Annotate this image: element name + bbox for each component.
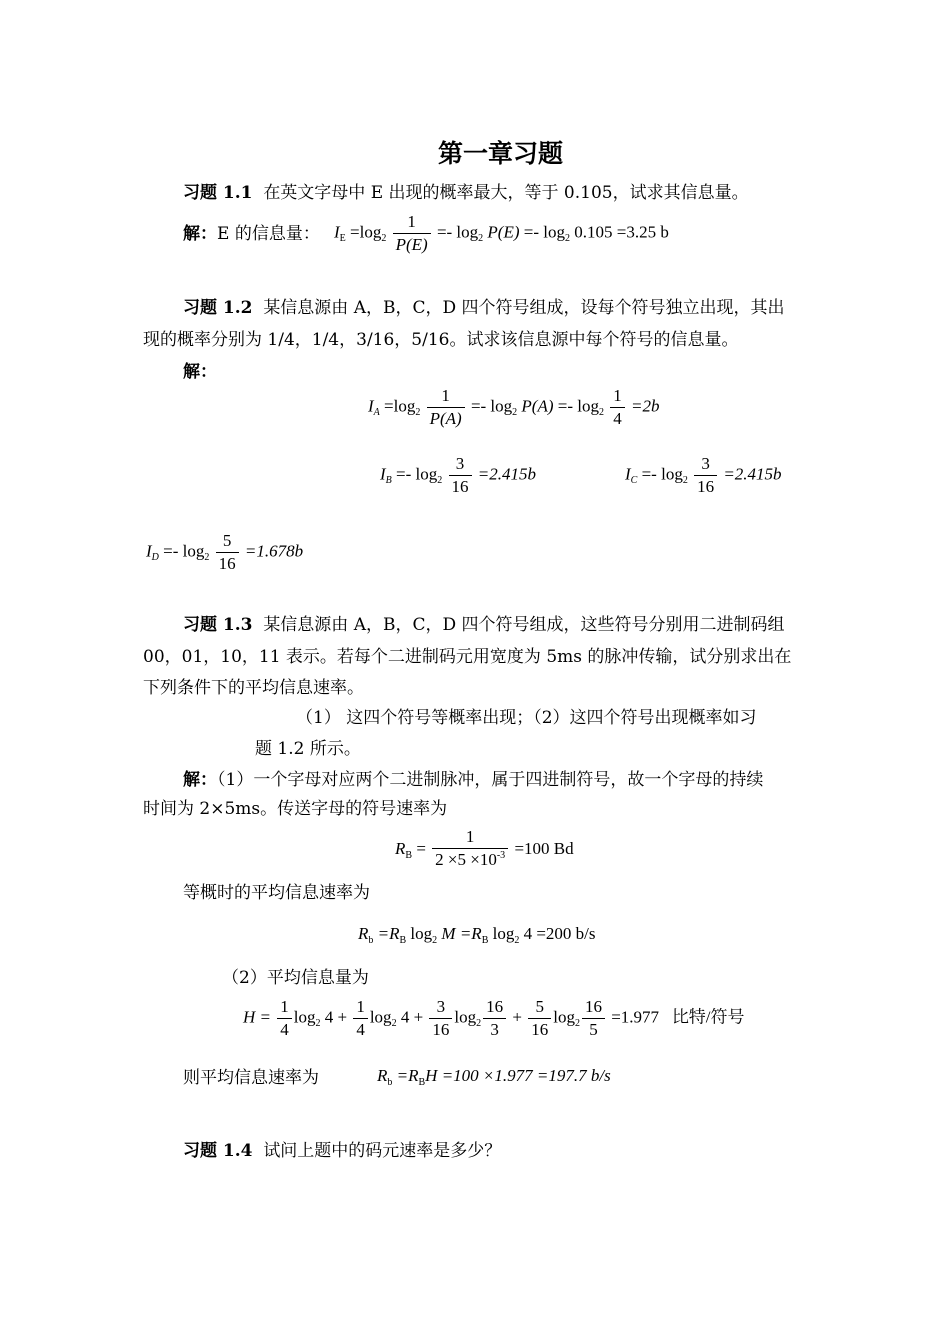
formula-op: log	[553, 1007, 575, 1027]
formula-IC	[625, 453, 782, 498]
formula-sub: 2	[381, 233, 387, 245]
formula-var: I	[625, 464, 631, 484]
formula-unit: 比特/符号	[671, 1007, 745, 1027]
exercise-1-3-line1	[183, 613, 785, 638]
exercise-label: 习题 1.2	[183, 298, 253, 318]
formula-sub: 2	[565, 233, 570, 245]
formula-op: 4 +	[400, 1007, 424, 1027]
solution-1-1	[183, 222, 320, 247]
formula-fraction: $\frac{5}{16}$	[216, 530, 239, 575]
formula-op: M =R	[441, 924, 482, 943]
formula-var: I	[334, 222, 340, 242]
formula-fraction: $\frac{16}{5}$	[582, 996, 605, 1041]
formula-sub: b	[387, 1077, 393, 1088]
formula-fraction: $\frac{1}{4}$	[610, 385, 625, 430]
formula-sub: 2	[432, 935, 438, 946]
exercise-1-2-line2: 现的概率分别为 1/4，1/4，3/16，5/16。试求该信息源中每个符号的信息量。	[143, 330, 739, 350]
formula-fraction: $\frac{16}{3}$	[483, 996, 506, 1041]
formula-op: =- log	[523, 222, 565, 242]
formula-result: =100 Bd	[514, 838, 574, 858]
formula-result: =1.977	[611, 1007, 660, 1027]
exercise-label: 习题 1.1	[183, 183, 253, 203]
formula-final	[377, 1066, 611, 1086]
solution-label: 解：	[183, 362, 217, 382]
formula-var: I	[380, 464, 386, 484]
formula-sub: 2	[476, 1018, 482, 1030]
formula-op: =- log	[557, 396, 599, 416]
formula-sub: 2	[682, 475, 688, 487]
exercise-1-2-line1	[183, 296, 785, 321]
solution-label: 解：	[183, 770, 217, 790]
formula-sub: C	[630, 475, 638, 487]
formula-sub: 2	[574, 1018, 580, 1030]
formula-Rb	[358, 924, 596, 944]
formula-op: =- log	[396, 464, 438, 484]
final-rate-text: 则平均信息速率为	[183, 1068, 319, 1088]
formula-fraction: $\frac{3}{16}$	[449, 453, 472, 498]
formula-result: 4 =200 b/s	[523, 924, 596, 943]
formula-IB	[380, 453, 536, 498]
formula-sub: 2	[315, 1018, 321, 1030]
formula-fraction: $\frac{1}{4}$	[277, 996, 292, 1041]
formula-var: R	[395, 838, 406, 858]
formula-fraction: $\frac{3}{16}$	[429, 996, 452, 1041]
formula-op: =R	[396, 1066, 419, 1085]
formula-sub: A	[373, 407, 380, 419]
formula-sub: B	[481, 935, 489, 946]
formula-sub: 2	[478, 233, 484, 245]
formula-sub: D	[151, 552, 159, 564]
formula-result: 0.105 =3.25 b	[574, 222, 669, 242]
formula-op: =log	[350, 222, 382, 242]
formula-op: =- log	[163, 541, 205, 561]
formula-IA	[368, 385, 659, 430]
formula-fraction: $\frac{1}{2 \times 5 \times 10^{-3}}$	[432, 826, 508, 874]
formula-op: =- log	[436, 222, 479, 242]
formula-sub: B	[385, 475, 392, 487]
formula-op: =	[416, 838, 426, 858]
formula-op: log	[369, 1007, 392, 1027]
formula-sub: 2	[204, 552, 210, 564]
formula-H	[243, 996, 745, 1041]
formula-sub: 2	[512, 407, 518, 419]
formula-var: R	[377, 1066, 388, 1085]
condition-line2: 题 1.2 所示。	[255, 739, 361, 759]
formula-ID	[146, 530, 303, 575]
formula-op: +	[512, 1007, 522, 1027]
formula-sub: B	[418, 1077, 426, 1088]
formula-result: =1.678b	[244, 541, 304, 561]
formula-RB	[395, 826, 574, 874]
formula-fraction: $\frac{1}{P(E)}$	[393, 211, 431, 256]
solution-label: 解：	[183, 224, 217, 244]
avg-rate-text: 等概时的平均信息速率为	[183, 883, 370, 903]
formula-var: P(E)	[487, 222, 520, 242]
exercise-label: 习题 1.4	[183, 1141, 253, 1161]
exercise-label: 习题 1.3	[183, 615, 253, 635]
formula-var: H =	[243, 1007, 271, 1027]
formula-sub: B	[399, 935, 407, 946]
formula-result: =2.415b	[723, 464, 782, 484]
formula-op: log	[492, 924, 515, 943]
formula-op: 4 +	[324, 1007, 348, 1027]
part2-text: （2）平均信息量为	[222, 968, 369, 988]
formula-op: log	[293, 1007, 316, 1027]
page-title: 第一章习题	[438, 139, 564, 168]
formula-fraction: $\frac{5}{16}$	[528, 996, 551, 1041]
formula-var: R	[358, 924, 369, 943]
formula-sub: 2	[391, 1018, 397, 1030]
formula-sub: B	[405, 849, 413, 861]
question-text: 某信息源由 A，B，C，D 四个符号组成，设每个符号独立出现，其出	[263, 298, 785, 318]
formula-var: P(A)	[521, 396, 554, 416]
question-text: 在英文字母中 E 出现的概率最大，等于 0.105，试求其信息量。	[263, 183, 749, 203]
formula-op: =R	[377, 924, 400, 943]
formula-sub: 2	[599, 407, 604, 419]
formula-sub: E	[339, 233, 346, 245]
formula-op: =log	[384, 396, 416, 416]
solution-1-3-line2: 时间为 2×5ms。传送字母的符号速率为	[143, 799, 448, 819]
formula-result: H =100 ×1.977 =197.7 b/s	[425, 1066, 611, 1085]
formula-var: I	[368, 396, 374, 416]
formula-op: =- log	[641, 464, 683, 484]
formula-sub: 2	[415, 407, 421, 419]
formula-op: log	[454, 1007, 477, 1027]
exercise-1-4	[183, 1139, 501, 1164]
question-text: 试问上题中的码元速率是多少？	[263, 1141, 502, 1161]
formula-fraction: $\frac{3}{16}$	[694, 453, 717, 498]
exercise-1-3-line2: 00，01，10，11 表示。若每个二进制码元用宽度为 5ms 的脉冲传输，试分别求出在	[143, 647, 792, 667]
formula-fraction: $\frac{1}{4}$	[353, 996, 368, 1041]
solution-text: E 的信息量：	[217, 224, 320, 244]
formula-result: =2b	[631, 396, 660, 416]
formula-sub: b	[368, 935, 374, 946]
condition-line1: （1） 这四个符号等概率出现；（2）这四个符号出现概率如习	[296, 708, 757, 728]
formula-var: I	[146, 541, 152, 561]
formula-sub: 2	[514, 935, 520, 946]
formula-op: =- log	[470, 396, 513, 416]
question-text: 某信息源由 A，B，C，D 四个符号组成，这些符号分别用二进制码组	[263, 615, 785, 635]
exercise-1-1	[183, 181, 749, 206]
formula-1-1	[334, 211, 669, 256]
formula-fraction: $\frac{1}{P(A)}$	[427, 385, 465, 430]
formula-op: log	[410, 924, 433, 943]
formula-result: =2.415b	[477, 464, 536, 484]
formula-sub: 2	[437, 475, 443, 487]
exercise-1-3-line3: 下列条件下的平均信息速率。	[143, 678, 364, 698]
solution-1-3-line1	[183, 768, 763, 793]
solution-text: （1）一个字母对应两个二进制脉冲，属于四进制符号，故一个字母的持续	[217, 770, 764, 790]
